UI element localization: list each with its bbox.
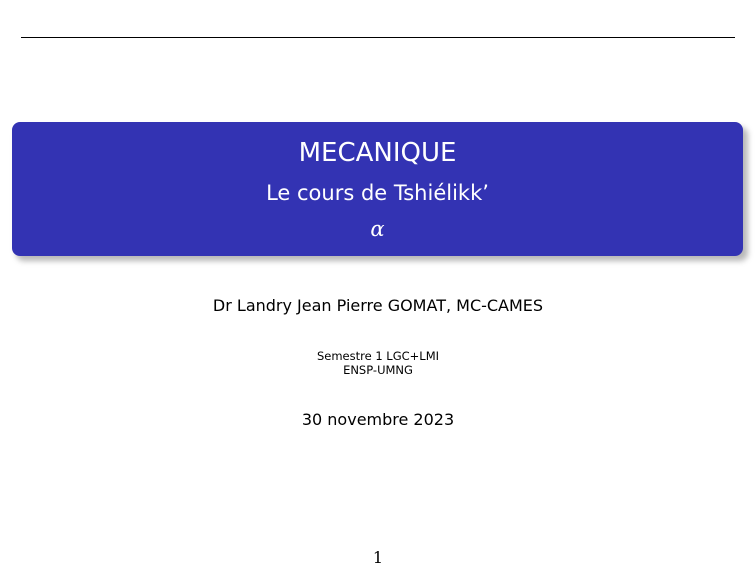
author: Dr Landry Jean Pierre GOMAT, MC-CAMES	[212, 296, 544, 315]
alpha-symbol: α	[370, 217, 385, 241]
institute	[0, 349, 756, 377]
title-box	[12, 122, 743, 256]
header-rule	[21, 37, 735, 38]
institute-line-2: ENSP-UMNG	[343, 363, 413, 377]
slide-subtitle: Le cours de Tshiélikk’	[266, 181, 489, 205]
page-number: 1	[372, 548, 384, 567]
slide-title: MECANIQUE	[298, 138, 457, 168]
institute-line-1: Semestre 1 LGC+LMI	[316, 349, 440, 363]
date: 30 novembre 2023	[301, 410, 455, 429]
